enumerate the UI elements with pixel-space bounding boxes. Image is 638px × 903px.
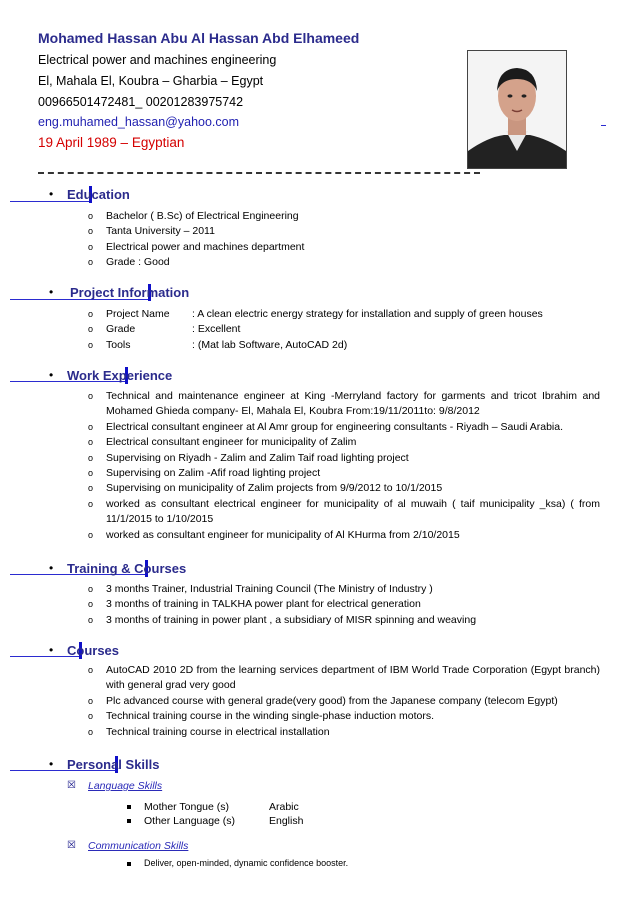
candidate-name: Mohamed Hassan Abu Al Hassan Abd Elhameed — [38, 30, 360, 46]
list-item: Mother Tongue (s) Arabic — [127, 800, 303, 814]
list-item: o Project Name : A clean electric energy strategy for installation and supply of green houses — [88, 308, 543, 320]
profile-photo — [467, 50, 567, 169]
courses-list — [88, 663, 600, 740]
list-item: o Electrical consultant engineer at Al Amr group for engineering consultants - Riyadh – Saudi Arabia. — [88, 420, 564, 433]
training-list — [88, 582, 600, 628]
header-divider — [38, 172, 480, 174]
list-item: o Supervising on municipality of Zalim projects from 9/9/2012 to 10/1/2015 — [88, 482, 443, 495]
list-item: o Supervising on Riyadh - Zalim and Zalim Taif road lighting project — [88, 451, 409, 464]
list-item: o Tools : (Mat lab Software, AutoCAD 2d) — [88, 338, 348, 351]
work-list — [88, 389, 600, 543]
list-item: o Technical and maintenance engineer at King -Merryland factory for garments and tricot Ibrahim and Mohamed Ghieda company- El, Mahala El, Koubra From:19/11/2011to: 9/8/2012 — [88, 390, 600, 418]
checkbox-icon: ☒ — [67, 780, 76, 791]
section-heading-courses: Courses — [67, 643, 120, 658]
section-heading-skills: Personal Skills — [67, 757, 160, 772]
list-item: o 3 months Trainer, Industrial Training Council (The Ministry of Industry ) — [88, 583, 433, 595]
list-item: Other Language (s) English — [127, 814, 303, 828]
list-item: o Technical training course in electrical installation — [88, 725, 330, 738]
heading-bullet: • — [49, 368, 54, 382]
list-item: o worked as consultant electrical engineer for municipality of al muwaih ( taif municipality _ksa) ( from 11/1/2015 to 1/10/2015 — [88, 497, 600, 526]
section-heading-project: Project Information — [70, 285, 190, 300]
list-item: o Bachelor ( B.Sc) of Electrical Engineering — [88, 210, 299, 222]
section-heading-work: Work Experience — [67, 368, 173, 383]
birth-date-nationality: 19 April 1989 – Egyptian — [38, 135, 185, 150]
list-item: o Tanta University – 2011 — [88, 225, 215, 238]
section-heading-education: Education — [67, 187, 130, 202]
list-item: o 3 months of training in power plant , a subsidiary of MISR spinning and weaving — [88, 613, 477, 626]
heading-bullet: • — [49, 561, 54, 575]
phone-numbers: 00966501472481_ 00201283975742 — [38, 95, 244, 109]
list-item: o Electrical consultant engineer for municipality of Zalim — [88, 436, 357, 449]
list-item: o AutoCAD 2010 2D from the learning services department of IBM World Trade Corporation (Egypt branch) with general grad very good — [88, 664, 600, 692]
list-item: o worked as consultant engineer for municipality of Al KHurma from 2/10/2015 — [88, 528, 460, 541]
language-skills-label: Language Skills — [88, 780, 163, 792]
list-item: Deliver, open-minded, dynamic confidence booster. — [127, 857, 348, 870]
job-title: Electrical power and machines engineering — [38, 53, 277, 67]
list-item: o Grade : Good — [88, 256, 170, 269]
language-list — [127, 800, 303, 828]
heading-bullet: • — [49, 187, 54, 201]
communication-list — [127, 857, 348, 870]
list-item: o Grade : Excellent — [88, 323, 241, 336]
list-item: o Technical training course in the winding single-phase induction motors. — [88, 710, 435, 723]
heading-bullet: • — [49, 757, 54, 771]
checkbox-icon: ☒ — [67, 840, 76, 851]
list-item: o Electrical power and machines department — [88, 240, 305, 253]
project-list — [88, 307, 628, 353]
section-heading-training: Training & Courses — [67, 561, 187, 576]
address: El, Mahala El, Koubra – Gharbia – Egypt — [38, 74, 264, 88]
heading-bullet: • — [49, 643, 54, 657]
list-item: o 3 months of training in TALKHA power plant for electrical generation — [88, 598, 421, 611]
margin-mark — [601, 125, 606, 126]
heading-bullet: • — [49, 285, 54, 299]
list-item: o Supervising on Zalim -Afif road lighting project — [88, 467, 321, 480]
communication-skills-label: Communication Skills — [88, 840, 189, 852]
education-list — [88, 209, 598, 271]
email-address[interactable]: eng.muhamed_hassan@yahoo.com — [38, 115, 240, 129]
list-item: o Plc advanced course with general grade(very good) from the Japanese company (telecom Egypt) — [88, 694, 558, 707]
